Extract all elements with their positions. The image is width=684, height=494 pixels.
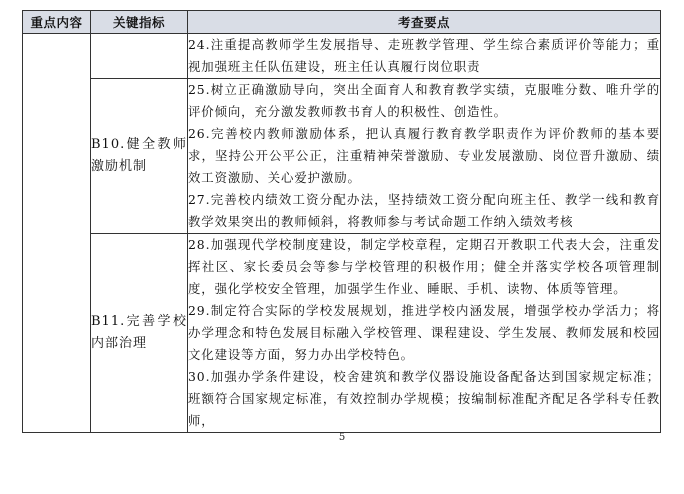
point-25: 25.树立正确激励导向，突出全面育人和教育教学实绩，克服唯分数、唯升学的评价倾向，充分激发教师教书育人的积极性、创造性。 (188, 82, 660, 119)
focus-content-cell (23, 34, 91, 433)
evaluation-table (22, 10, 661, 433)
key-indicator-b10: B10.健全教师激励机制 (91, 79, 188, 234)
point-26: 26.完善校内教师激励体系，把认真履行教育教学职责作为评价教师的基本要求，坚持公开公平公正，注重精神荣誉激励、专业发展激励、岗位晋升激励、绩效工资激励、关心爱护激励。 (188, 126, 660, 185)
table-header-row (23, 11, 661, 34)
table-row (23, 79, 661, 234)
point-30: 30.加强办学条件建设，校舍建筑和教学仪器设施设备配备达到国家规定标准；班额符合国家规定标准，有效控制办学规模；按编制标准配齐配足各学科专任教师， (188, 369, 660, 428)
point-28: 28.加强现代学校制度建设，制定学校章程，定期召开教职工代表大会，注重发挥社区、家长委员会等参与学校管理的积极作用；健全并落实学校各项管理制度，强化学校安全管理，加强学生作业、睡眠、手机、读物、体质等管理。 (188, 237, 660, 296)
point-27: 27.完善校内绩效工资分配办法，坚持绩效工资分配向班主任、教学一线和教育教学效果突出的教师倾斜，将教师参与考试命题工作纳入绩效考核 (188, 192, 660, 229)
table-row (23, 34, 661, 79)
header-key-indicator: 关键指标 (91, 11, 188, 34)
inspection-points-cell (188, 34, 661, 79)
table-row (23, 234, 661, 433)
header-focus-content: 重点内容 (23, 11, 91, 34)
inspection-points-cell (188, 234, 661, 433)
key-indicator-b11: B11.完善学校内部治理 (91, 234, 188, 433)
inspection-points-cell (188, 79, 661, 234)
point-24: 24.注重提高教师学生发展指导、走班教学管理、学生综合素质评价等能力；重视加强班主任队伍建设，班主任认真履行岗位职责 (188, 37, 660, 74)
header-inspection-points: 考查要点 (188, 11, 661, 34)
key-indicator-cell (91, 34, 188, 79)
point-29: 29.制定符合实际的学校发展规划，推进学校内涵发展，增强学校办学活力；将办学理念和特色发展目标融入学校管理、课程建设、学生发展、教师发展和校园文化建设等方面，努力办出学校特色。 (188, 303, 660, 362)
page-number: 5 (338, 432, 346, 443)
